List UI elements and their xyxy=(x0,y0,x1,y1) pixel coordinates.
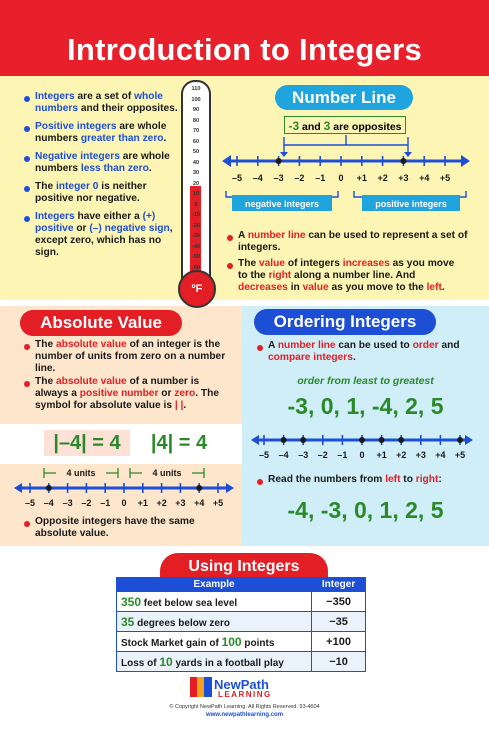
table-row xyxy=(117,612,366,632)
logo-wordmark-bottom: LEARNING xyxy=(218,690,272,699)
column-header-integer: Integer xyxy=(312,578,366,592)
number-line-bullet-1: A number line can be used to represent a set of integers. xyxy=(238,230,468,253)
number-line-point xyxy=(281,437,287,443)
thermometer-tick-label: -60 xyxy=(191,264,201,271)
thermometer-tick-label: 0 xyxy=(194,201,198,208)
thermometer-tick-label: 50 xyxy=(192,149,200,155)
website-link[interactable]: www.newpathlearning.com xyxy=(205,712,284,718)
abs-number-line xyxy=(14,461,234,511)
tick-label: +1 xyxy=(376,450,387,460)
ordering-bullet-1: A number line can be used to order and compare integers. xyxy=(268,340,460,363)
example-text: points xyxy=(241,637,275,649)
number-line-bullet-2: The value of integers increases as you move to the right along a number line. And decreases in value as you move to the left. xyxy=(238,258,455,293)
example-number: 350 xyxy=(121,594,142,609)
thermometer-tick-label: -50 xyxy=(191,254,201,260)
tick-label: –2 xyxy=(81,498,92,508)
tick-label: +4 xyxy=(194,498,205,508)
tick-label: +2 xyxy=(156,498,167,508)
thermometer-tick-label: 10 xyxy=(192,191,200,197)
example-text: yards in a football play xyxy=(172,657,284,669)
tick-label: –4 xyxy=(252,173,263,183)
tick-label: –1 xyxy=(100,498,111,508)
bullet-icon xyxy=(24,381,30,387)
tick-label: +5 xyxy=(439,173,451,183)
tick-label: –2 xyxy=(317,450,328,460)
tick-label: –2 xyxy=(294,173,305,183)
bullet-icon xyxy=(24,521,30,527)
positive-integers-label: positive integers xyxy=(375,199,447,209)
tick-label: –1 xyxy=(337,450,348,460)
thermometer-tick-label: -40 xyxy=(191,243,201,250)
tick-label: –3 xyxy=(273,173,284,183)
tick-label: +4 xyxy=(435,450,446,460)
example-cell xyxy=(117,632,312,652)
bullet-icon xyxy=(227,235,233,241)
bullet-icon xyxy=(24,156,30,162)
thermometer-tick-label: -20 xyxy=(191,222,201,229)
number-line-point xyxy=(300,437,306,443)
tick-label: +1 xyxy=(356,173,367,183)
example-text: feet below sea level xyxy=(141,597,238,609)
ordering-number-line xyxy=(251,428,473,462)
thermometer-unit: ºF xyxy=(191,283,203,295)
example-number: 35 xyxy=(121,614,135,629)
tick-label: +2 xyxy=(377,173,388,183)
thermometer-tick-label: 100 xyxy=(191,96,201,103)
tick-label: +3 xyxy=(175,498,186,508)
tick-label: –4 xyxy=(278,450,289,460)
abs-bullet-3: Opposite integers have the same absolute value. xyxy=(35,516,195,539)
abs-bullet-1: The absolute value of an integer is the number of units from zero on a number line. xyxy=(35,339,226,374)
tick-label: +3 xyxy=(398,173,409,183)
number-line-point xyxy=(196,485,202,491)
thermometer-tick-label: -30 xyxy=(191,233,201,239)
thermometer-tick-label: 70 xyxy=(192,128,200,134)
abs-bullet-2: The absolute value of a number is always a positive number or zero. The symbol for absolute value is | |. xyxy=(35,376,220,411)
number-line-point xyxy=(379,437,385,443)
tick-label: +3 xyxy=(415,450,426,460)
intro-item-2: Positive integers are whole numbers greater than zero. xyxy=(35,121,167,144)
tick-label: +2 xyxy=(396,450,407,460)
table-row xyxy=(117,632,366,652)
tick-label: 0 xyxy=(121,498,127,508)
tick-label: –3 xyxy=(298,450,309,460)
intro-item-1: Integers are a set of whole numbers and their opposites. xyxy=(35,91,178,114)
bullet-icon xyxy=(227,263,233,269)
example-cell xyxy=(117,612,312,632)
example-text: Stock Market gain of xyxy=(121,637,222,649)
opposites-box: -3 and 3 are opposites xyxy=(284,116,406,134)
example-number: 100 xyxy=(221,634,242,649)
tick-label: –1 xyxy=(315,173,326,183)
newpath-logo-icon xyxy=(190,677,212,697)
integer-cell: +100 xyxy=(312,632,366,652)
absolute-value-heading: Absolute Value xyxy=(20,310,182,336)
number-line-point xyxy=(276,158,282,164)
intro-item-5: Integers have either a (+) positive or (–) negative sign, except zero, which has no sign. xyxy=(35,211,173,258)
bullet-icon xyxy=(24,216,30,222)
thermometer-tick-label: 90 xyxy=(192,107,200,113)
example-number: 10 xyxy=(159,654,173,669)
column-header-example: Example xyxy=(117,578,312,592)
page-title: Introduction to Integers xyxy=(66,32,423,67)
number-line-main xyxy=(222,133,470,215)
table-row xyxy=(117,652,366,672)
thermometer-tick-label: 110 xyxy=(191,86,201,92)
abs-equation-pos: |4| = 4 xyxy=(150,432,208,454)
thermometer-tick-label: 30 xyxy=(192,170,200,176)
number-line-point xyxy=(398,437,404,443)
tick-label: 0 xyxy=(338,173,344,183)
integer-cell: −350 xyxy=(312,592,366,612)
integer-cell: −35 xyxy=(312,612,366,632)
bullet-icon xyxy=(24,126,30,132)
using-heading: Using Integers xyxy=(188,558,300,575)
tick-label: –5 xyxy=(24,498,36,508)
bullet-icon xyxy=(24,186,30,192)
example-text: Loss of xyxy=(121,657,160,669)
example-cell xyxy=(117,652,312,672)
units-right-label: 4 units xyxy=(152,468,182,478)
tick-label: +4 xyxy=(419,173,430,183)
thermometer-tick-label: -10 xyxy=(191,212,201,218)
unordered-list: -3, 0, 1, -4, 2, 5 xyxy=(287,393,444,419)
tick-label: +1 xyxy=(137,498,148,508)
thermometer-tick-label: 60 xyxy=(192,138,200,145)
bullet-icon xyxy=(257,345,263,351)
tick-label: 0 xyxy=(359,450,365,460)
ordering-bullet-2: Read the numbers from left to right: xyxy=(268,474,442,485)
negative-integers-label: negative integers xyxy=(244,199,320,209)
tick-label: –5 xyxy=(231,173,243,183)
tick-label: +5 xyxy=(212,498,224,508)
thermometer-tick-label: 40 xyxy=(192,159,200,166)
tick-label: –5 xyxy=(258,450,270,460)
tick-label: +5 xyxy=(454,450,466,460)
tick-label: –3 xyxy=(62,498,73,508)
number-line-point xyxy=(400,158,406,164)
order-label: order from least to greatest xyxy=(297,375,434,387)
bullet-icon xyxy=(257,479,263,485)
number-line-heading: Number Line xyxy=(275,85,413,110)
example-cell xyxy=(117,592,312,612)
thermometer-tick-label: 20 xyxy=(192,180,200,187)
ordering-heading: Ordering Integers xyxy=(254,309,436,335)
number-line-point xyxy=(46,485,52,491)
number-line-point xyxy=(457,437,463,443)
intro-item-4: The integer 0 is neither positive nor negative. xyxy=(35,181,147,204)
tick-label: –4 xyxy=(43,498,54,508)
table-row xyxy=(117,592,366,612)
number-line-point xyxy=(359,437,365,443)
ordered-list: -4, -3, 0, 1, 2, 5 xyxy=(287,497,444,523)
copyright-text: © Copyright NewPath Learning. All Rights Reserved. 93-4604 xyxy=(169,704,320,710)
example-text: degrees below zero xyxy=(134,617,230,629)
logo-wordmark-top: NewPath xyxy=(214,677,269,692)
bullet-icon xyxy=(24,344,30,350)
units-left-label: 4 units xyxy=(66,468,96,478)
using-integers-table xyxy=(116,577,366,672)
intro-item-3: Negative integers are whole numbers less than zero. xyxy=(35,151,170,174)
abs-equation-neg: |–4| = 4 xyxy=(44,430,130,456)
thermometer-tick-label: 80 xyxy=(192,117,200,124)
bullet-icon xyxy=(24,96,30,102)
integer-cell: −10 xyxy=(312,652,366,672)
